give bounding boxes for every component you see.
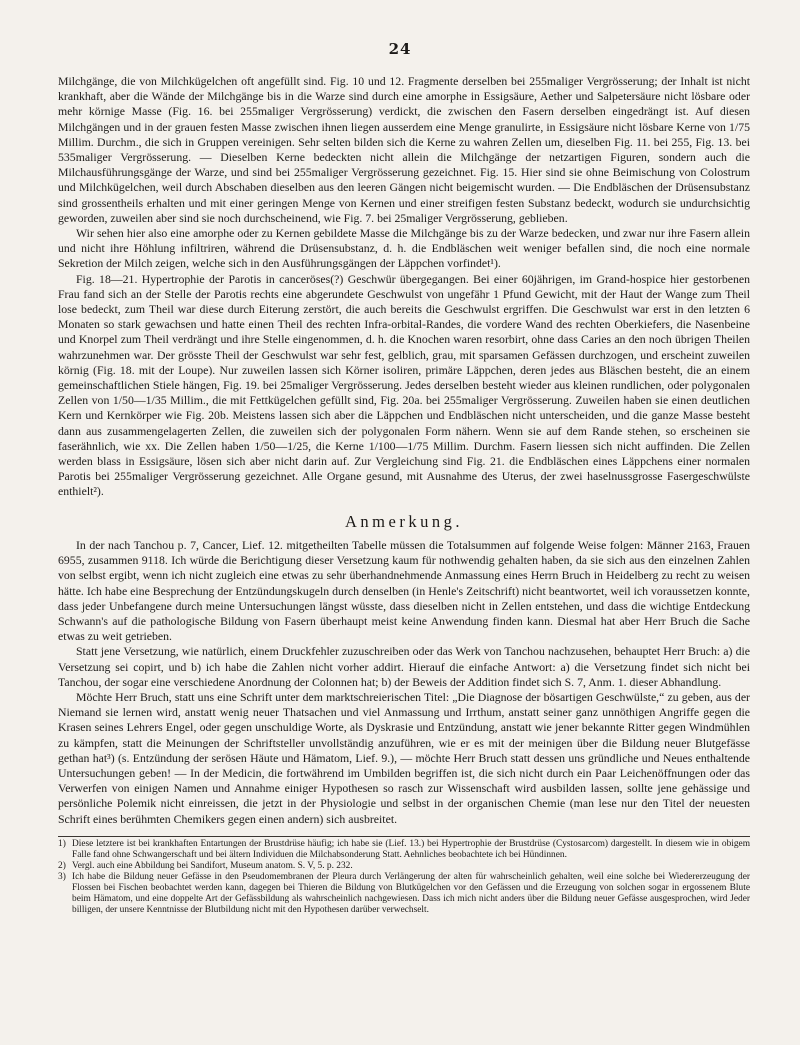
- footnote-text: Ich habe die Bildung neuer Gefässe in den Pseudomembranen der Pleura durch Verlängerung der alten für wahrscheinlich gehalten, weil eine solche bei Wiedererzeugung der Flossen bei Fischen beobachtet werden kann, dagegen bei Thieren die Bildung von Blutkügelchen vor den Gefässen und die Erzeugung von solchen sogar in ergossenem Blute beim Hämatom, und eine doppelte Art der Gefässbildung als wahrscheinlich nachgewiesen. Dass ich mich nicht anders über die Bildung neuer Gefässe ausgesprochen, wird Jeder billigen, der unsere Kenntnisse der Blutbildung nicht mit den Hypothesen darüber verwechselt.: [72, 872, 750, 916]
- footnotes: [58, 836, 750, 917]
- paragraph: Fig. 18—21. Hypertrophie der Parotis in canceröses(?) Geschwür übergegangen. Bei einer 60jährigen, im Grand-hospice hier gestorbenen Frau fand sich an der Stelle der Parotis rechts eine abgerundete Geschwulst von ungefähr 1 Pfund Gewicht, mit der Haut der Wange zum Theil lose bedeckt, zum Theil war diese durch Eiterung zerstört, die auch bereits die Geschwulst ergriffen. Die Geschwulst war erst in den letzten 6 Monaten so stark gewachsen und hatte einen Theil des rechten Infra-orbital-Randes, die vordere Wand des rechten Oberkiefers, die Nasenbeine und Knorpel zum Theil verdrängt und ihre Stelle eingenommen, d. h. die Knochen waren resorbirt, ohne dass Caries an den noch übrigen Theilen wahrzunehmen war. Der grösste Theil der Geschwulst war sehr fest, gelblich, grau, mit sparsamen Gefässen durchzogen, und erscheint zuweilen körnig (Fig. 18. mit der Loupe). Nur zuweilen lassen sich Körner isoliren, primäre Läppchen, deren jedes aus Bläschen besteht, die an einem gemeinschaftlichen Stiele hängen, Fig. 19. bei 25maliger Vergrösserung. Jedes derselben besteht wieder aus kleinen rundlichen, oder polygonalen Zellen von 1/50—1/35 Millim., die mit Fettkügelchen gefüllt sind, Fig. 20a. bei 255maliger Vergrösserung. Zuweilen haben sie einen deutlichen Kern und Kernkörper wie Fig. 20b. Meistens lassen sich aber die Läppchen und Endbläschen nicht unterscheiden, und die ganze Masse besteht dann aus zusammengelagerten Zellen, die zuweilen sich der polygonalen Form nähern. Wenn sie auf dem Rande stehen, so erscheinen sie faserähnlich, wie xx. Die Zellen haben 1/50—1/25, die Kerne 1/100—1/75 Millim. Durchm. Fasern liessen sich nicht auffinden. Die Zellen werden blass in Essigsäure, lösen sich aber nicht darin auf. Zur Vergleichung sind Fig. 21. die Endbläschen eines Läppchens einer normalen Parotis bei 255maliger Vergrösserung gezeichnet. Alle Organe gesund, mit Ausnahme des Uterus, der zwei haselnussgrosse Fasergeschwülste enthielt²).: [58, 271, 750, 499]
- note-paragraph: Möchte Herr Bruch, statt uns eine Schrift unter dem marktschreierischen Titel: „Die Diagnose der bösartigen Geschwülste,“ zu geben, aus der Niemand sie lernen wird, anstatt wenig neuer Thatsachen und viel Anmassung und Irrthum, anstatt seiner ganz unnöthigen Angriffe gegen die Krasen seines Lehrers Engel, oder gegen unschuldige Worte, als Dyskrasie und Entzündung, anstatt wie jener bekannte Ritter gegen Windmühlen zu kämpfen, statt die Meinungen der Schriftsteller unvollständig anzuführen, wie er es mit der meinigen über die Bildung neuer Blutgefässe gethan hat³) (s. Entzündung der serösen Häute und Hämatom, Lief. 9.), — möchte Herr Bruch statt dessen uns gründliche und Neues enthaltende Untersuchungen geben! — In der Medicin, die fortwährend im Umbilden begriffen ist, die sich nicht durch ein Paar Leichenöffnungen oder das Verwerfen von einigen Namen und Annahme einiger Hypothesen so rasch zur Wissenschaft wird ausbilden lassen, sollte jene gehässige und persönliche Polemik nicht einreissen, die jetzt in der Physiologie und selbst in der organischen Chemie (man lese nur den Titel der neuesten Schrift eines berühmten Chemikers gegen einen andern) sich ausbreitet.: [58, 689, 750, 826]
- paragraph: Wir sehen hier also eine amorphe oder zu Kernen gebildete Masse die Milchgänge bis zu der Warze bedecken, und zwar nur ihre Fasern allein und nicht ihre Höhlung infiltriren, während die Drüsensubstanz, d. h. die Endbläschen weit weniger befallen sind, die noch eine normale Sekretion der Milch zeigen, welche sich in den Ausführungsgängen der Läppchen vorfindet¹).: [58, 226, 750, 271]
- footnote-mark: 1): [58, 838, 66, 849]
- footnote-mark: 2): [58, 860, 66, 871]
- note-paragraph: Statt jene Versetzung, wie natürlich, einem Druckfehler zuzuschreiben oder das Werk von Tanchou nachzusehen, behauptet Herr Bruch: a) die Versetzung sei copirt, und b) ich habe die Zahlen nicht vorher addirt. Hierauf die einfache Antwort: a) die Versetzung findet sich nicht bei Tanchou, der sogar eine verschiedene Anordnung der Colonnen hat; b) der Beweis der Addition findet sich S. 7, Anm. 1. dieser Abhandlung.: [58, 644, 750, 689]
- footnote: [58, 861, 750, 872]
- footnote: [58, 872, 750, 916]
- section-heading: Anmerkung.: [345, 511, 463, 531]
- page-number: 24: [388, 40, 412, 58]
- paragraph: Milchgänge, die von Milchkügelchen oft angefüllt sind. Fig. 10 und 12. Fragmente derselben bei 255maliger Vergrösserung; der Inhalt ist nicht krankhaft, aber die Wände der Milchgänge bis in die Warze sind durch eine amorphe in Essigsäure, Aether und Salpetersäure nicht lösbare oder mehr körnige Masse (Fig. 16. bei 255maliger Vergrösserung) verdickt, die zwischen den Fasern derselben eingedrängt ist. Auf diesen Milchgängen und in der grauen festen Masse zwischen ihnen liegen ausserdem eine Menge granulirte, in Essigsäure nicht lösbare Kerne von 1/75 Millim. Durchm., die sich in Gruppen vereinigen. Sehr selten bilden sich die Kerne zu wahren Zellen um, dieselben Fig. 11. bei 255, Fig. 13. bei 535maliger Vergrösserung. — Dieselben Kerne bedeckten nicht allein die Milchgänge der netzartigen Figuren, sondern auch die Milchausführungsgänge der Warze, und sind bei 255maliger Vergrösserung gezeichnet. Fig. 15. Hier sind sie ohne Beimischung von Colostrum und Milchkügelchen, weil durch Abschaben dieselben aus den leeren Gängen nicht beigemischt wurden. — Die Endbläschen der Drüsensubstanz sind grossentheils erhalten und mit einer geringen Menge von Kernen und einer streifigen festen Substanz bedeckt, wodurch sie undurchsichtig geworden, zuweilen aber sind sie noch durchscheinend, wie Fig. 7. bei 25maliger Vergrösserung, geblieben.: [58, 74, 750, 225]
- footnote: [58, 839, 750, 861]
- note-paragraph: In der nach Tanchou p. 7, Cancer, Lief. 12. mitgetheilten Tabelle müssen die Totalsummen auf folgende Weise folgen: Männer 2163, Frauen 6955, zusammen 9118. Ich würde die Berichtigung dieser Versetzung kaum für nothwendig gehalten haben, da sie sich aus den einzelnen Zahlen von selbst ergibt, wenn ich nicht zugleich eine etwas zu sehr überhandnehmende Anmassung eines Herrn Bruch in Heidelberg zu recht zu weisen hätte. Ich habe eine Besprechung der Entzündungskugeln durch denselben (in Henle's Zeitschrift) nicht beantwortet, weil ich voraussetzen konnte, dass jeder Unbefangene durch meine Untersuchungen längst wüsste, dass dieselben nicht in Zellen entstehen, und dass die wichtige Entdeckung Schwann's auf die pathologische Bildung von Fasern überhaupt meist keine Anwendung finden kann. Diesmal hat aber Herr Bruch die Sache etwas zu weit getrieben.: [58, 537, 750, 644]
- footnote-mark: 3): [58, 872, 66, 883]
- footnote-text: Vergl. auch eine Abbildung bei Sandifort, Museum anatom. S. V, 5. p. 232.: [72, 860, 353, 871]
- body-text: [58, 74, 750, 916]
- footnote-text: Diese letztere ist bei krankhaften Entartungen der Brustdrüse häufig; ich habe sie (Lief. 13.) bei Hypertrophie der Brustdrüse (Cystosarcom) dargestellt. In diesem wie in obigem Falle fand ohne Schwangerschaft und bei ältern Individuen die Milchabsonderung Statt. Aehnliches beobachtete ich bei Hündinnen.: [72, 838, 750, 860]
